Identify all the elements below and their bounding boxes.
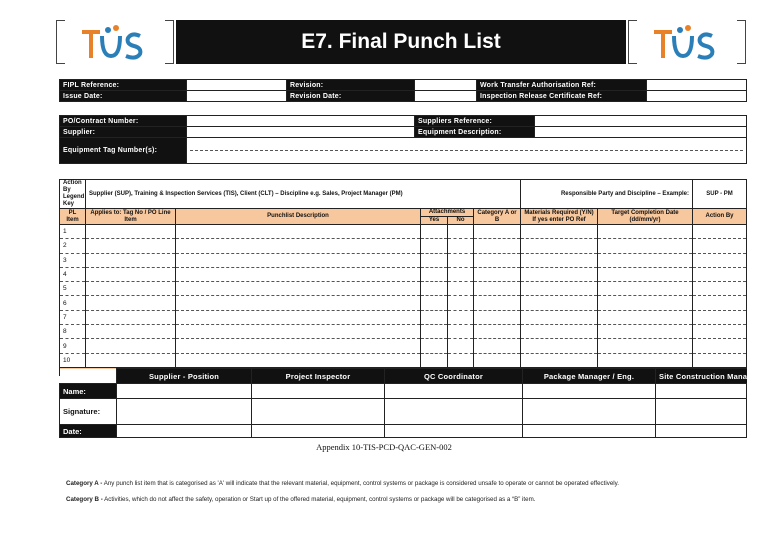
row-cell[interactable] (474, 239, 521, 253)
row-cell[interactable] (474, 325, 521, 339)
date-label: Date: (60, 425, 117, 438)
row-cell[interactable] (448, 267, 474, 281)
row-cell[interactable] (421, 353, 448, 367)
equipment-tag-label: Equipment Tag Number(s): (60, 138, 187, 164)
row-cell[interactable] (693, 282, 747, 296)
table-row (60, 339, 747, 353)
table-row (60, 353, 747, 367)
row-cell[interactable] (86, 296, 176, 310)
row-cell[interactable] (598, 282, 693, 296)
row-cell[interactable] (421, 253, 448, 267)
col-action-by: Action By (693, 209, 747, 225)
signoff-header: QC Coordinator (385, 369, 523, 384)
table-row (60, 225, 747, 239)
equipment-desc-input[interactable] (535, 127, 747, 138)
row-number: 5 (60, 282, 86, 296)
name-field[interactable] (252, 384, 385, 399)
date-field[interactable] (385, 425, 523, 438)
signature-field[interactable] (385, 399, 523, 425)
row-cell[interactable] (448, 296, 474, 310)
name-field[interactable] (523, 384, 656, 399)
po-table (59, 115, 747, 164)
row-cell[interactable] (176, 339, 421, 353)
date-field[interactable] (656, 425, 747, 438)
reference-table (59, 79, 747, 102)
row-cell[interactable] (86, 253, 176, 267)
date-field[interactable] (117, 425, 252, 438)
po-contract-label: PO/Contract Number: (60, 116, 187, 127)
col-pl-item: PL Item (60, 209, 86, 225)
tis-logo-icon (652, 22, 722, 62)
row-cell[interactable] (448, 239, 474, 253)
row-cell[interactable] (86, 282, 176, 296)
row-cell[interactable] (693, 239, 747, 253)
date-field[interactable] (252, 425, 385, 438)
row-number: 8 (60, 325, 86, 339)
table-row (60, 296, 747, 310)
row-cell[interactable] (474, 296, 521, 310)
signature-field[interactable] (252, 399, 385, 425)
row-cell[interactable] (521, 282, 598, 296)
revision-label: Revision: (287, 80, 415, 91)
row-cell[interactable] (86, 267, 176, 281)
row-cell[interactable] (474, 253, 521, 267)
row-cell[interactable] (693, 325, 747, 339)
row-cell[interactable] (448, 253, 474, 267)
row-cell[interactable] (176, 282, 421, 296)
row-cell[interactable] (176, 267, 421, 281)
signature-label: Signature: (60, 399, 117, 425)
row-cell[interactable] (598, 339, 693, 353)
row-cell[interactable] (521, 253, 598, 267)
name-field[interactable] (656, 384, 747, 399)
row-cell[interactable] (693, 310, 747, 324)
signoff-header: Supplier - Position (117, 369, 252, 384)
signoff-header: Site Construction Manager (656, 369, 747, 384)
col-attach-yes: Yes (421, 217, 448, 225)
row-cell[interactable] (693, 253, 747, 267)
row-cell[interactable] (421, 325, 448, 339)
row-number: 6 (60, 296, 86, 310)
row-cell[interactable] (598, 310, 693, 324)
row-cell[interactable] (176, 296, 421, 310)
suppliers-ref-label: Suppliers Reference: (415, 116, 535, 127)
row-cell[interactable] (448, 353, 474, 367)
row-cell[interactable] (448, 225, 474, 239)
row-cell[interactable] (598, 253, 693, 267)
row-number: 10 (60, 353, 86, 367)
appendix-reference: Appendix 10-TIS-PCD-QAC-GEN-002 (316, 442, 452, 452)
table-row (60, 310, 747, 324)
logo-right (628, 20, 746, 64)
row-cell[interactable] (521, 353, 598, 367)
table-row (60, 253, 747, 267)
equipment-tag-input[interactable] (187, 138, 747, 164)
signature-field[interactable] (117, 399, 252, 425)
col-target-date: Target Completion Date (dd/mm/yr) (598, 209, 693, 225)
row-cell[interactable] (421, 296, 448, 310)
category-a-note: Category A - Any punch list item that is categorised as 'A' will indicate that the relevant material, equipment, control systems or package is considered unsafe to operate or cannot be operated effectively. (66, 480, 619, 487)
name-field[interactable] (385, 384, 523, 399)
row-cell[interactable] (86, 325, 176, 339)
row-cell[interactable] (421, 267, 448, 281)
page-title: E7. Final Punch List (176, 20, 626, 64)
table-row (60, 282, 747, 296)
equipment-desc-label: Equipment Description: (415, 127, 535, 138)
row-number: 9 (60, 339, 86, 353)
table-row (60, 267, 747, 281)
revision-date-input[interactable] (415, 91, 477, 102)
row-cell[interactable] (521, 225, 598, 239)
name-label: Name: (60, 384, 117, 399)
fipl-ref-input[interactable] (187, 80, 287, 91)
row-cell[interactable] (521, 296, 598, 310)
row-cell[interactable] (421, 239, 448, 253)
row-cell[interactable] (474, 339, 521, 353)
row-cell[interactable] (474, 353, 521, 367)
row-cell[interactable] (176, 353, 421, 367)
row-cell[interactable] (474, 310, 521, 324)
suppliers-ref-input[interactable] (535, 116, 747, 127)
row-cell[interactable] (598, 325, 693, 339)
col-description: Punchlist Description (176, 209, 421, 225)
po-contract-input[interactable] (187, 116, 415, 127)
wta-ref-input[interactable] (647, 80, 747, 91)
row-cell[interactable] (176, 225, 421, 239)
table-row (60, 239, 747, 253)
signoff-table (59, 368, 760, 438)
row-number: 4 (60, 267, 86, 281)
row-cell[interactable] (448, 339, 474, 353)
row-cell[interactable] (598, 225, 693, 239)
row-cell[interactable] (693, 339, 747, 353)
name-field[interactable] (117, 384, 252, 399)
signature-field[interactable] (656, 399, 747, 425)
tis-logo-icon (80, 22, 150, 62)
supplier-input[interactable] (187, 127, 415, 138)
row-cell[interactable] (521, 267, 598, 281)
irc-ref-label: Inspection Release Certificate Ref: (477, 91, 647, 102)
table-row (60, 325, 747, 339)
row-cell[interactable] (693, 267, 747, 281)
row-cell[interactable] (176, 310, 421, 324)
col-attachments: Attachments (421, 209, 474, 217)
row-cell[interactable] (521, 310, 598, 324)
row-cell[interactable] (693, 353, 747, 367)
row-cell[interactable] (598, 267, 693, 281)
row-cell[interactable] (176, 239, 421, 253)
row-cell[interactable] (521, 339, 598, 353)
row-cell[interactable] (598, 296, 693, 310)
wta-ref-label: Work Transfer Authorisation Ref: (477, 80, 647, 91)
row-cell[interactable] (598, 239, 693, 253)
row-cell[interactable] (474, 282, 521, 296)
row-cell[interactable] (86, 310, 176, 324)
row-cell[interactable] (176, 253, 421, 267)
row-cell[interactable] (421, 282, 448, 296)
logo-left (56, 20, 174, 64)
col-applies-to: Applies to: Tag No / PO Line Item (86, 209, 176, 225)
col-materials: Materials Required (Y/N) If yes enter PO Ref (521, 209, 598, 225)
row-cell[interactable] (421, 225, 448, 239)
row-cell[interactable] (421, 310, 448, 324)
row-cell[interactable] (86, 353, 176, 367)
supplier-label: Supplier: (60, 127, 187, 138)
signature-field[interactable] (523, 399, 656, 425)
row-cell[interactable] (693, 225, 747, 239)
issue-date-input[interactable] (187, 91, 287, 102)
row-cell[interactable] (86, 239, 176, 253)
punch-list-table (59, 179, 747, 376)
row-cell[interactable] (86, 339, 176, 353)
signoff-header: Project Inspector (252, 369, 385, 384)
row-cell[interactable] (448, 282, 474, 296)
revision-date-label: Revision Date: (287, 91, 415, 102)
category-b-note: Category B - Activities, which do not affect the safety, operation or Start up of the offered material, equipment, control systems or package will be categorised as a “B” item. (66, 496, 536, 503)
row-cell[interactable] (598, 353, 693, 367)
row-cell[interactable] (693, 296, 747, 310)
row-number: 3 (60, 253, 86, 267)
date-field[interactable] (523, 425, 656, 438)
row-cell[interactable] (474, 225, 521, 239)
issue-date-label: Issue Date: (60, 91, 187, 102)
legend-key-label: Action By Legend Key (60, 180, 86, 209)
row-cell[interactable] (521, 325, 598, 339)
legend-example-label: Responsible Party and Discipline – Example: (521, 180, 693, 209)
row-cell[interactable] (86, 225, 176, 239)
col-attach-no: No (448, 217, 474, 225)
row-cell[interactable] (474, 267, 521, 281)
row-cell[interactable] (421, 339, 448, 353)
signoff-header: Package Manager / Eng. (523, 369, 656, 384)
legend-key-text: Supplier (SUP), Training & Inspection Services (TIS), Client (CLT) – Discipline e.g. Sales, Project Manager (PM) (86, 180, 521, 209)
irc-ref-input[interactable] (647, 91, 747, 102)
row-number: 7 (60, 310, 86, 324)
fipl-ref-label: FIPL Reference: (60, 80, 187, 91)
row-number: 2 (60, 239, 86, 253)
col-category: Category A or B (474, 209, 521, 225)
row-cell[interactable] (448, 325, 474, 339)
row-number: 1 (60, 225, 86, 239)
revision-input[interactable] (415, 80, 477, 91)
row-cell[interactable] (448, 310, 474, 324)
legend-example-value: SUP - PM (693, 180, 747, 209)
row-cell[interactable] (521, 239, 598, 253)
row-cell[interactable] (176, 325, 421, 339)
